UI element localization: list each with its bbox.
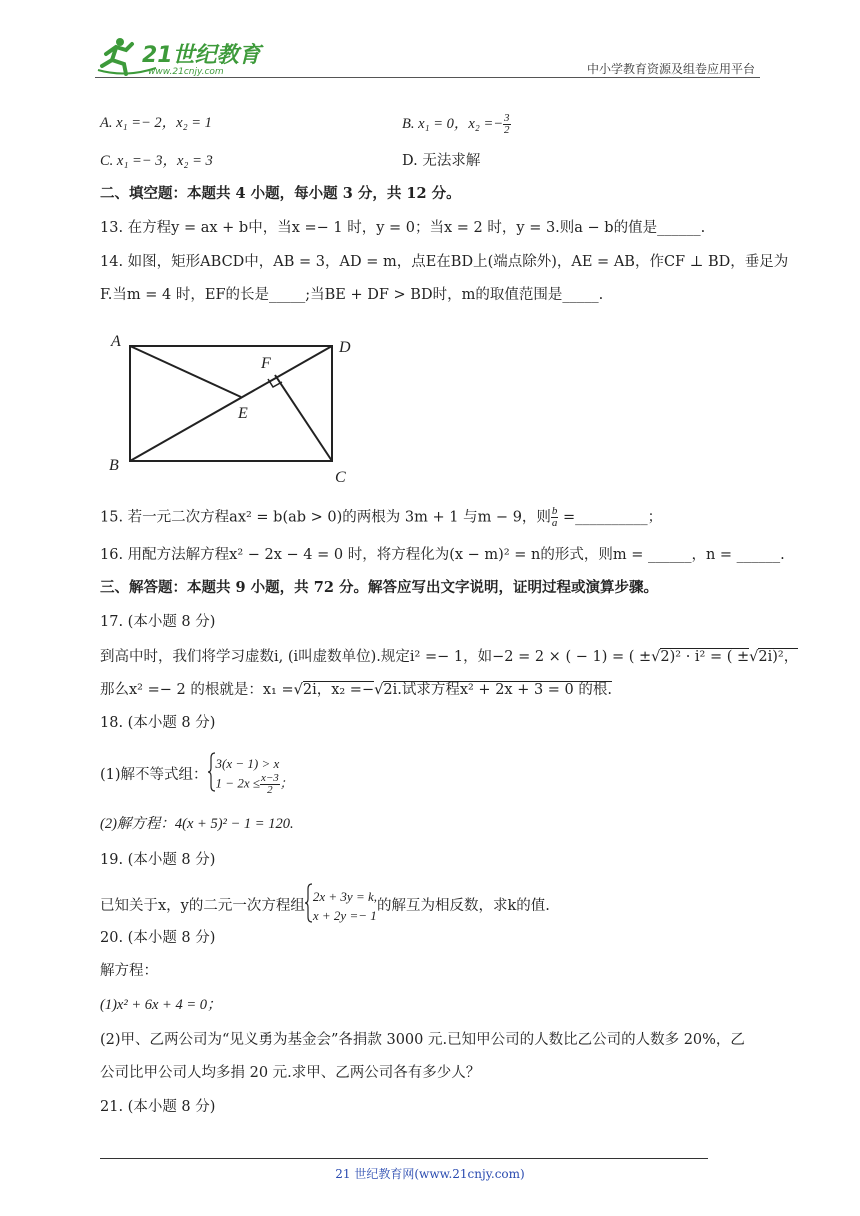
question-16: 16. 用配方法解方程x² − 2x − 4 = 0 时，将方程化为(x − m)² = n的形式，则m = ______，n = ______. bbox=[100, 547, 785, 563]
header-divider bbox=[95, 77, 760, 78]
label-f: F bbox=[261, 355, 271, 372]
option-d: D. 无法求解 bbox=[402, 153, 481, 169]
question-19-body: 已知关于x，y的二元一次方程组 2x + 3y = k, x + 2y =− 1 的解互为相反数，求k的值. bbox=[100, 883, 550, 929]
rectangle-figure bbox=[105, 330, 365, 494]
question-14-line2: F.当m = 4 时，EF的长是_____;当BE + DF > BD时，m的取值范围是_____. bbox=[100, 287, 604, 303]
question-17-line1: 到高中时，我们将学习虚数i, (i叫虚数单位).规定i² =− 1，如−2 = 2 × ( − 1) = ( ±√2)² · i² = ( ±√2i)²， bbox=[100, 649, 799, 665]
question-20-heading: 20. (本小题 8 分) bbox=[100, 930, 216, 946]
footer-divider bbox=[100, 1158, 708, 1159]
question-18-part1: (1)解不等式组： 3(x − 1) > x 1 − 2x ≤ $\frac{x-3}{2}$ ； bbox=[100, 752, 293, 798]
site-logo bbox=[96, 34, 266, 82]
question-20-intro: 解方程： bbox=[100, 963, 158, 979]
label-c: C bbox=[335, 469, 346, 486]
label-d: D bbox=[339, 339, 351, 356]
question-19-heading: 19. (本小题 8 分) bbox=[100, 852, 216, 868]
option-b: B. x₁ = 0，x₂ =− $\frac{3}{2}$ bbox=[402, 112, 510, 136]
label-e: E bbox=[238, 405, 248, 422]
section-2-heading: 二、填空题：本题共 4 小题，每小题 3 分，共 12 分。 bbox=[100, 185, 461, 202]
question-15: 15. 若一元二次方程ax² = b(ab > 0)的两根为 3m + 1 与m − 9，则 $\frac{b}{a}$ =__________； bbox=[100, 505, 663, 529]
option-a: A. x₁ =− 2，x₂ = 1 bbox=[100, 115, 212, 131]
question-20-part2-line1: (2)甲、乙两公司为“见义勇为基金会”各捐款 3000 元.已知甲公司的人数比乙公司的人数多 20%，乙 bbox=[100, 1032, 745, 1048]
svg-text:21世纪教育: 21世纪教育 bbox=[142, 43, 261, 68]
footer-link[interactable]: 21 世纪教育网(www.21cnjy.com) bbox=[335, 1167, 525, 1181]
svg-text:www.21cnjy.com: www.21cnjy.com bbox=[148, 67, 224, 77]
question-21-heading: 21. (本小题 8 分) bbox=[100, 1099, 216, 1115]
label-b: B bbox=[109, 457, 119, 474]
question-17-heading: 17. (本小题 8 分) bbox=[100, 614, 216, 630]
question-13: 13. 在方程y = ax + b中，当x =− 1 时，y = 0；当x = 2 时，y = 3.则a − b的值是______. bbox=[100, 220, 706, 236]
question-18-part2: (2)解方程：4(x + 5)² − 1 = 120. bbox=[100, 816, 294, 832]
label-a: A bbox=[111, 333, 121, 350]
question-17-line2: 那么x² =− 2 的根就是：x₁ =√2i，x₂ =−√2i.试求方程x² + 2x + 3 = 0 的根. bbox=[100, 682, 612, 698]
question-20-part1: (1)x² + 6x + 4 = 0； bbox=[100, 997, 222, 1013]
question-20-part2-line2: 公司比甲公司人均多捐 20 元.求甲、乙两公司各有多少人？ bbox=[100, 1065, 481, 1081]
section-3-heading: 三、解答题：本题共 9 小题，共 72 分。解答应写出文字说明，证明过程或演算步骤。 bbox=[100, 579, 658, 596]
question-14-line1: 14. 如图，矩形ABCD中，AB = 3，AD = m，点E在BD上(端点除外)，AE = AB，作CF ⊥ BD，垂足为 bbox=[100, 254, 789, 270]
option-c: C. x₁ =− 3，x₂ = 3 bbox=[100, 153, 213, 169]
question-18-heading: 18. (本小题 8 分) bbox=[100, 715, 216, 731]
platform-title: 中小学教育资源及组卷应用平台 bbox=[586, 62, 755, 76]
